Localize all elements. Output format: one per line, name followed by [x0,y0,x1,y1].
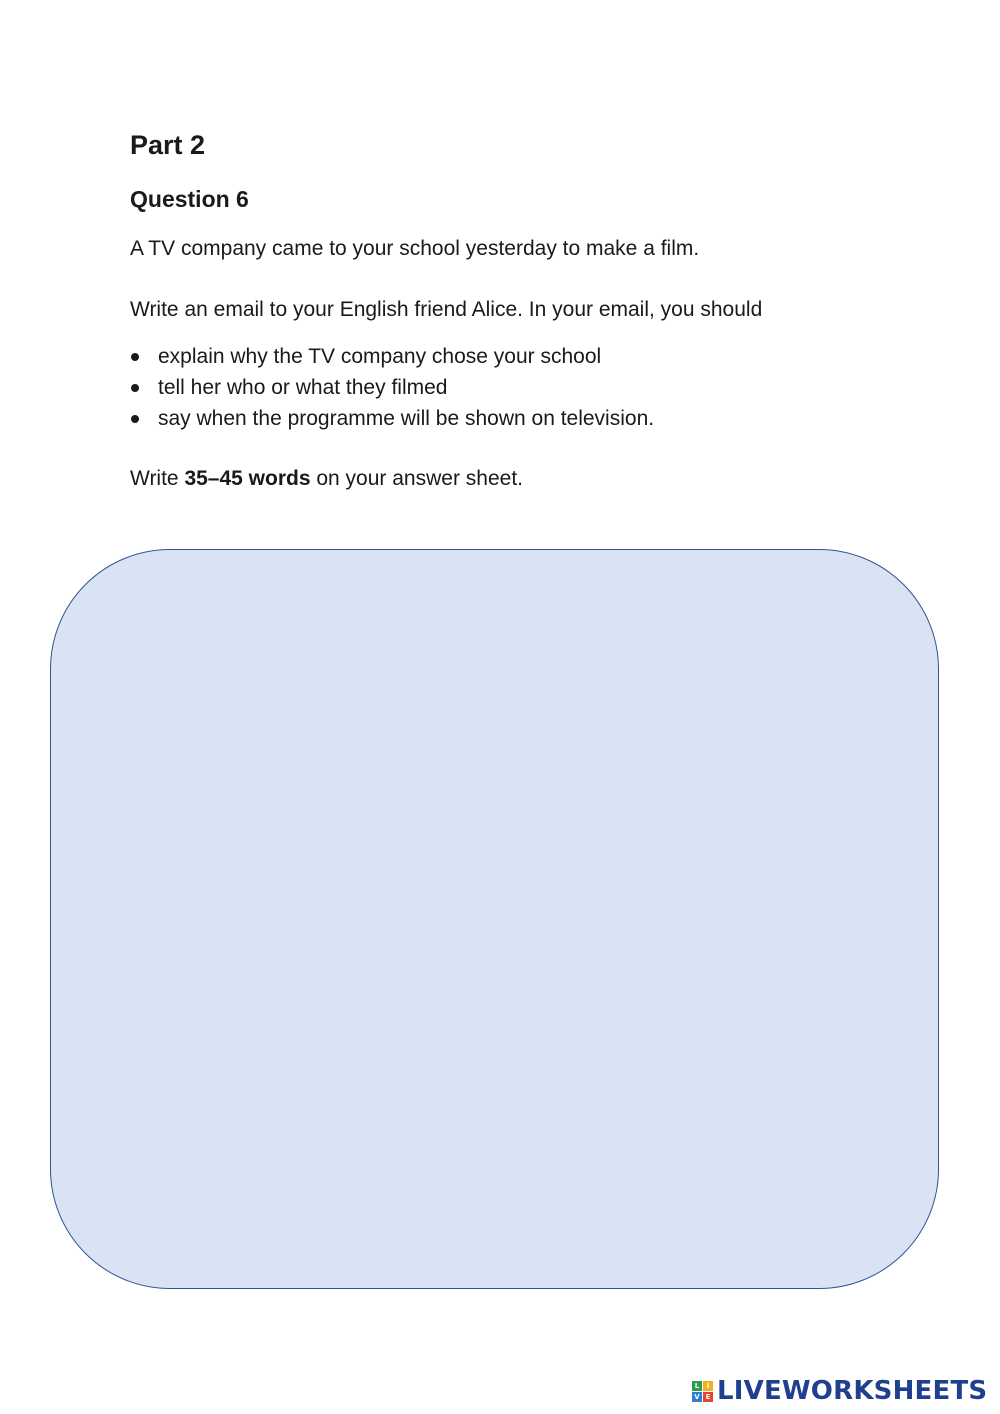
task-bullet-item [130,375,654,406]
task-bullet-list [130,344,654,437]
task-intro: A TV company came to your school yesterday to make a film. [130,237,700,260]
word-count-instruction [130,467,523,491]
task-instruction: Write an email to your English friend Alice. In your email, you should [130,298,763,321]
brand-name: LIVEWORKSHEETS [717,1376,988,1406]
answer-box[interactable] [50,549,939,1289]
question-title: Question 6 [130,186,249,212]
bullet-icon [131,384,139,392]
part-title: Part 2 [130,130,206,160]
logo-letter: E [703,1392,713,1402]
word-count-bold: 35–45 words [184,467,311,490]
task-bullet-item [130,344,654,375]
task-bullet-item [130,406,654,437]
task-bullet-text: explain why the TV company chose your school [158,345,602,368]
task-bullet-text: say when the programme will be shown on television. [158,407,655,430]
bullet-icon [131,415,139,423]
logo-letter: V [692,1392,702,1402]
word-count-prefix: Write [130,467,185,490]
task-bullet-text: tell her who or what they filmed [158,376,448,399]
bullet-icon [131,353,139,361]
brand-watermark [692,1374,987,1408]
logo-letter: I [703,1381,713,1391]
liveworksheets-logo-icon [692,1381,713,1402]
word-count-suffix: on your answer sheet. [310,467,523,490]
logo-letter: L [692,1381,702,1391]
